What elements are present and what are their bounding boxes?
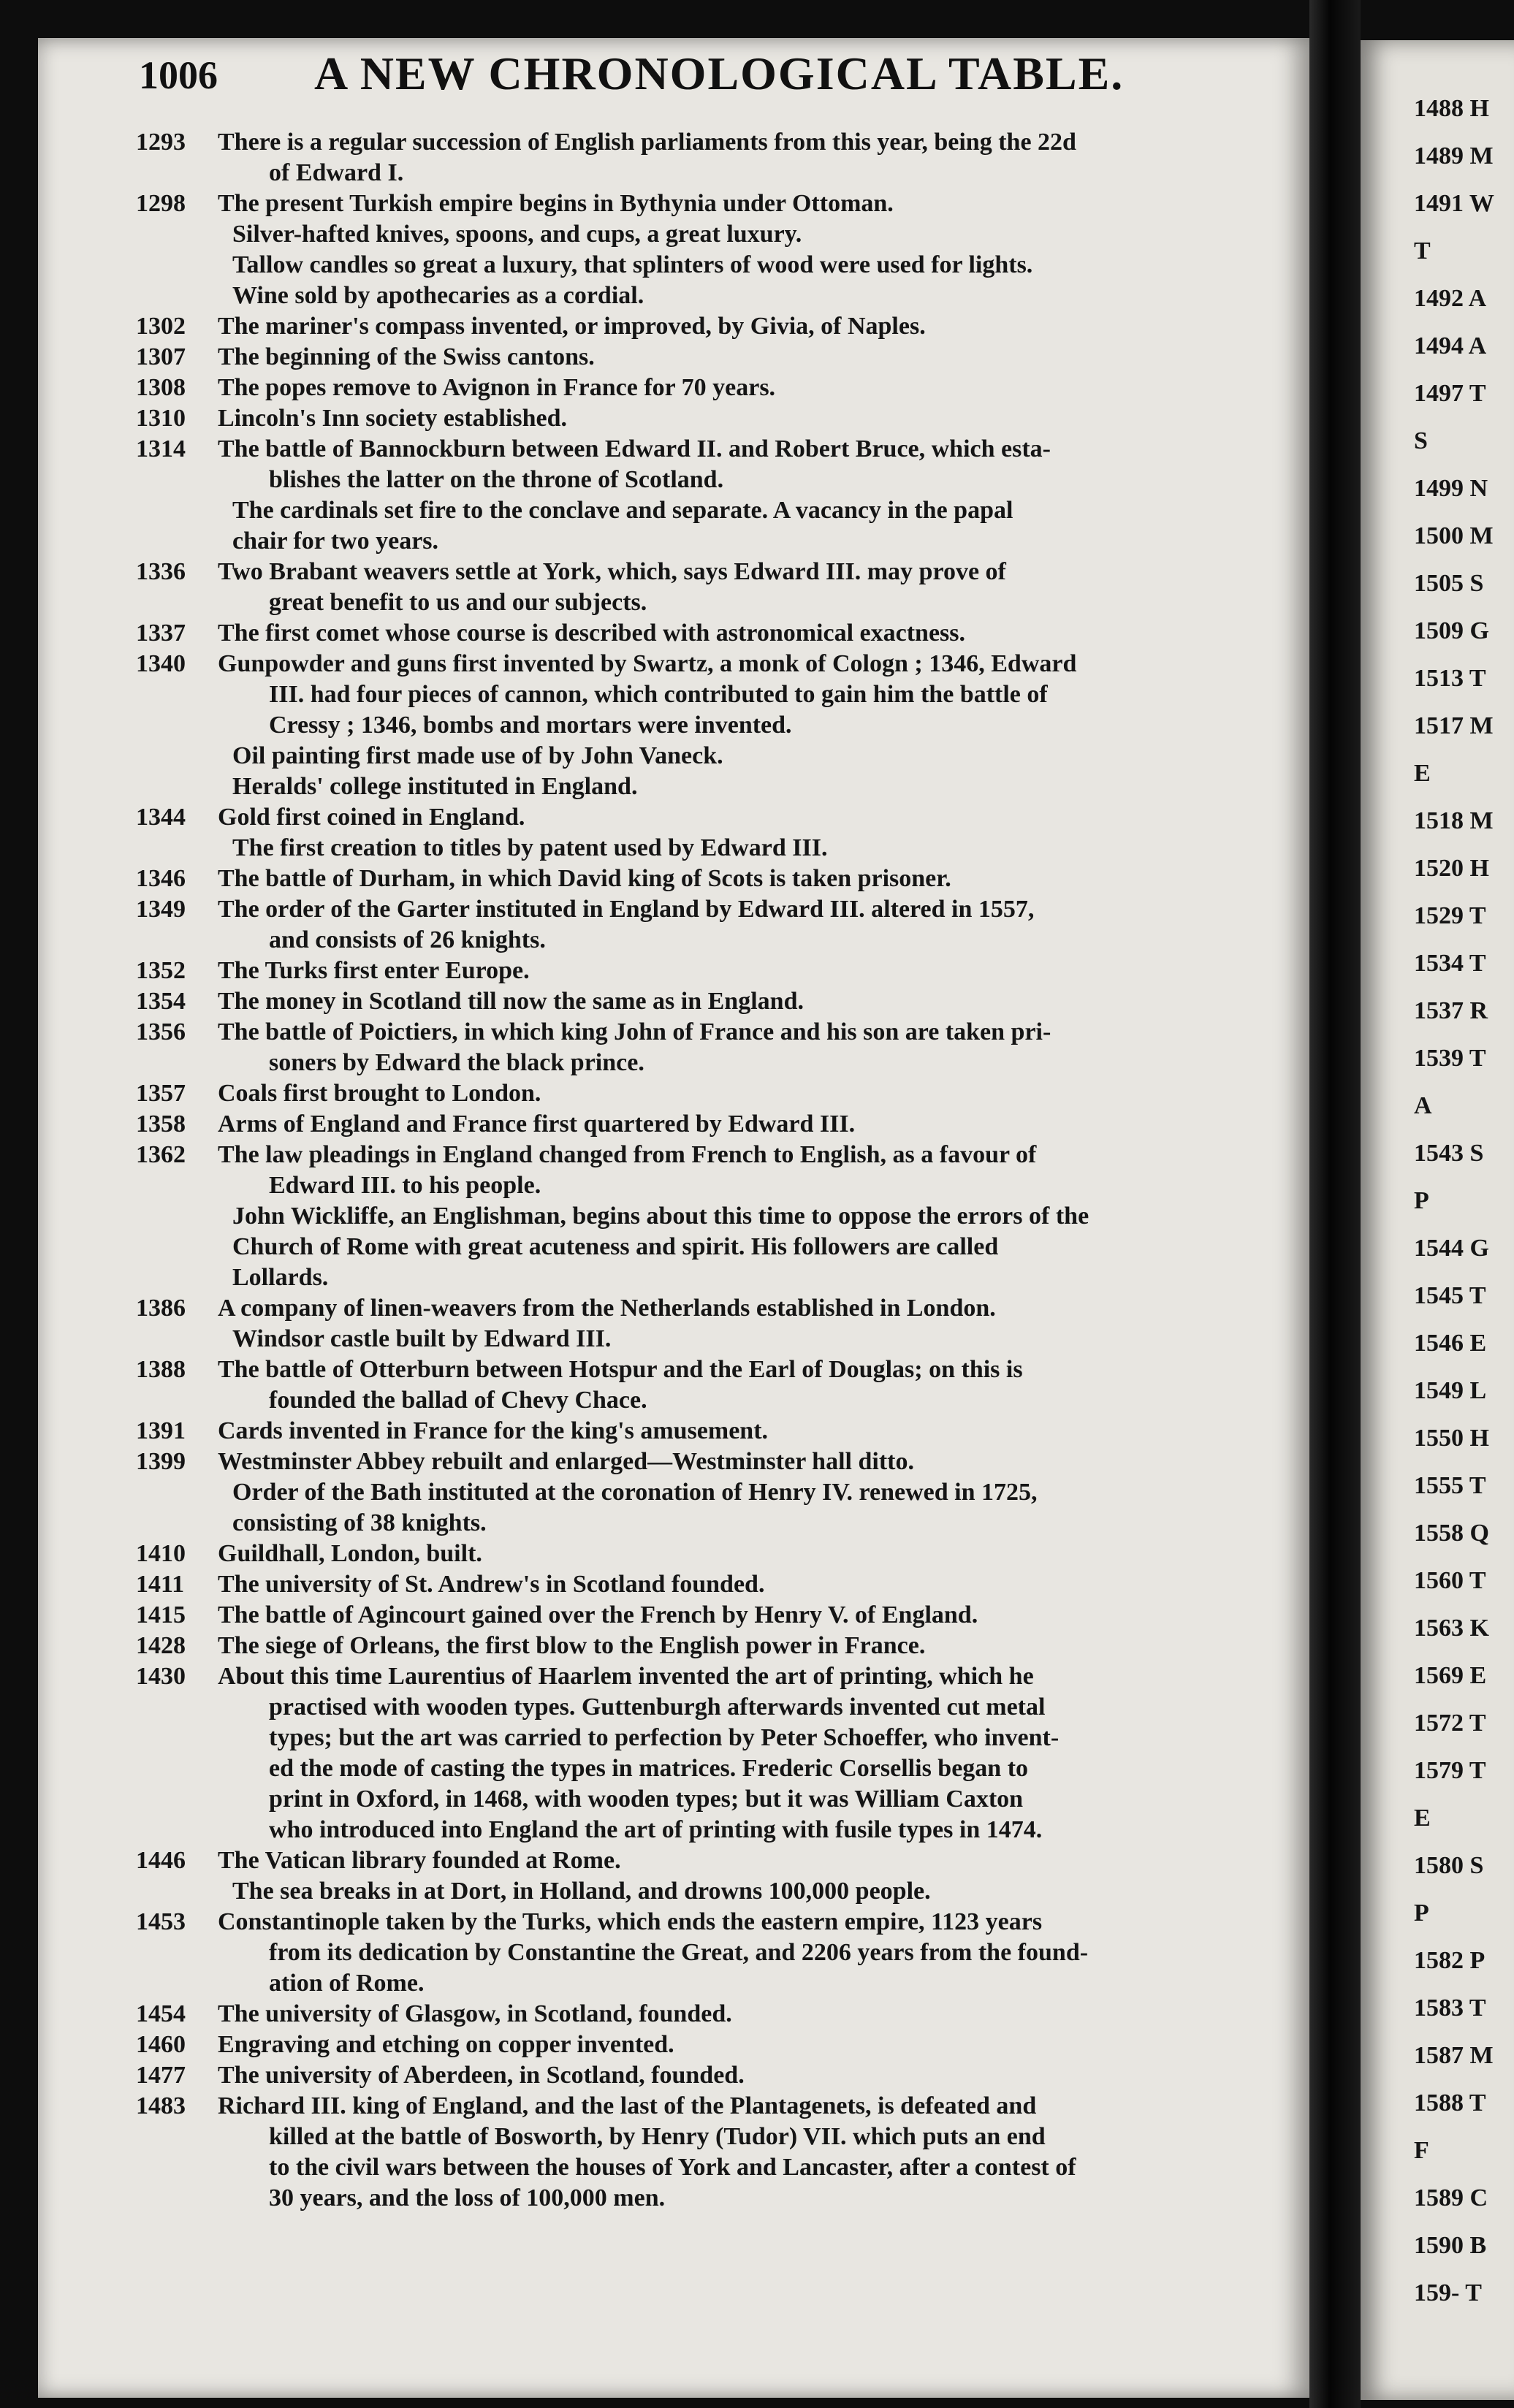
entry-subtext: The sea breaks in at Dort, in Holland, and drowns 100,000 people. <box>232 1878 931 1905</box>
entry-subtext: Lollards. <box>232 1264 329 1291</box>
entry-text: and consists of 26 knights. <box>269 926 546 953</box>
entry-text: Gunpowder and guns first invented by Swartz, a monk of Cologn ; 1346, Edward <box>218 650 1077 677</box>
right-page-line: 1587 M <box>1414 2042 1494 2069</box>
entry-year: 1344 <box>136 804 186 831</box>
entry-year: 1386 <box>136 1295 186 1322</box>
entry-text: The Vatican library founded at Rome. <box>218 1847 621 1874</box>
right-page-line: 1491 W <box>1414 190 1494 217</box>
entry-text: Guildhall, London, built. <box>218 1540 482 1567</box>
page-number: 1006 <box>139 53 218 97</box>
entry-text: The popes remove to Avignon in France for 70 years. <box>218 374 776 401</box>
chronology-entry <box>136 557 1268 618</box>
right-page-line: 1569 E <box>1414 1662 1487 1689</box>
entry-text: Engraving and etching on copper invented. <box>218 2031 674 2058</box>
right-page-line: 1489 M <box>1414 142 1494 169</box>
entry-year: 1357 <box>136 1080 186 1107</box>
chronology-entry <box>136 1109 1268 1140</box>
entry-year: 1293 <box>136 129 186 156</box>
entry-text: The present Turkish empire begins in Bythynia under Ottoman. <box>218 190 894 217</box>
entry-subtext: John Wickliffe, an Englishman, begins about this time to oppose the errors of the <box>232 1203 1089 1230</box>
chronology-entry <box>136 434 1268 557</box>
entry-text: Cards invented in France for the king's amusement. <box>218 1417 769 1444</box>
right-page-line: 1583 T <box>1414 1994 1486 2022</box>
entry-text: of Edward I. <box>269 159 404 186</box>
entry-text: The battle of Bannockburn between Edward II. and Robert Bruce, which esta- <box>218 435 1051 462</box>
entry-year: 1298 <box>136 190 186 217</box>
chronology-entry <box>136 1293 1268 1354</box>
chronology-entry <box>136 403 1268 434</box>
right-page-line: 1563 K <box>1414 1615 1489 1642</box>
entry-text: Edward III. to his people. <box>269 1172 541 1199</box>
entry-year: 1358 <box>136 1110 186 1138</box>
right-page-line: 1492 A <box>1414 285 1487 312</box>
entry-text: The university of Glasgow, in Scotland, founded. <box>218 2000 732 2027</box>
entry-subtext: chair for two years. <box>232 527 439 555</box>
right-page-line: 1572 T <box>1414 1710 1486 1737</box>
chronology-entry <box>136 2060 1268 2091</box>
entry-text: Two Brabant weavers settle at York, which, says Edward III. may prove of <box>218 558 1006 585</box>
entry-text: Lincoln's Inn society established. <box>218 405 567 432</box>
entry-text: The battle of Otterburn between Hotspur and the Earl of Douglas; on this is <box>218 1356 1023 1383</box>
entry-year: 1337 <box>136 620 186 647</box>
chronology-entry <box>136 618 1268 649</box>
entry-text: A company of linen-weavers from the Netherlands established in London. <box>218 1295 996 1322</box>
running-title: A NEW CHRONOLOGICAL TABLE. <box>314 47 1125 99</box>
chronology-entry <box>136 311 1268 342</box>
chronology-entry <box>136 127 1268 188</box>
entry-text: The beginning of the Swiss cantons. <box>218 343 595 370</box>
entry-text: Coals first brought to London. <box>218 1080 541 1107</box>
right-page-line: 1590 B <box>1414 2232 1487 2259</box>
entry-text: Gold first coined in England. <box>218 804 525 831</box>
entry-year: 1391 <box>136 1417 186 1444</box>
entry-year: 1430 <box>136 1663 186 1690</box>
entry-text: practised with wooden types. Guttenburgh afterwards invented cut metal <box>269 1693 1046 1721</box>
entry-text: 30 years, and the loss of 100,000 men. <box>269 2184 666 2211</box>
right-page-line: 1517 M <box>1414 712 1494 739</box>
entry-year: 1388 <box>136 1356 186 1383</box>
entry-text: The university of Aberdeen, in Scotland, founded. <box>218 2062 745 2089</box>
right-page-line: 1555 T <box>1414 1472 1486 1499</box>
right-page-line: T <box>1414 237 1431 264</box>
entry-year: 1446 <box>136 1847 186 1874</box>
entry-text: Arms of England and France first quartered by Edward III. <box>218 1110 856 1138</box>
right-page-line: 1505 S <box>1414 570 1484 597</box>
chronology-entry <box>136 986 1268 1017</box>
chronology-entry <box>136 188 1268 311</box>
entry-year: 1415 <box>136 1601 186 1628</box>
right-page-line: 1544 G <box>1414 1235 1489 1262</box>
chronology-entry <box>136 2091 1268 2214</box>
entry-year: 1428 <box>136 1632 186 1659</box>
entry-text: The law pleadings in England changed from French to English, as a favour of <box>218 1141 1037 1168</box>
right-page-line: F <box>1414 2137 1429 2164</box>
right-page-line: 1539 T <box>1414 1045 1486 1072</box>
entry-text: founded the ballad of Chevy Chace. <box>269 1387 647 1414</box>
chronology-entry <box>136 1017 1268 1078</box>
right-page-line: 1497 T <box>1414 380 1486 407</box>
entry-text: ed the mode of casting the types in matrices. Frederic Corsellis began to <box>269 1755 1029 1782</box>
chronology-entry <box>136 1631 1268 1661</box>
entry-subtext: Order of the Bath instituted at the coronation of Henry IV. renewed in 1725, <box>232 1479 1038 1506</box>
entry-subtext: Silver-hafted knives, spoons, and cups, a great luxury. <box>232 221 802 248</box>
entry-year: 1340 <box>136 650 186 677</box>
entry-year: 1352 <box>136 957 186 984</box>
right-page-line: P <box>1414 1187 1429 1214</box>
right-page-line: 1546 E <box>1414 1330 1487 1357</box>
entry-text: The battle of Agincourt gained over the French by Henry V. of England. <box>218 1601 978 1628</box>
page-header <box>139 47 1279 105</box>
chronology-entry <box>136 1447 1268 1539</box>
entry-subtext: consisting of 38 knights. <box>232 1509 487 1536</box>
right-page-line: A <box>1414 1092 1432 1119</box>
chronology-entry <box>136 1140 1268 1293</box>
chronology-entry <box>136 1845 1268 1907</box>
entry-year: 1410 <box>136 1540 186 1567</box>
entry-year: 1354 <box>136 988 186 1015</box>
entry-year: 1362 <box>136 1141 186 1168</box>
entry-text: The order of the Garter instituted in England by Edward III. altered in 1557, <box>218 896 1035 923</box>
entry-subtext: Tallow candles so great a luxury, that splinters of wood were used for lights. <box>232 251 1033 278</box>
entry-year: 1308 <box>136 374 186 401</box>
right-page-line: E <box>1414 760 1431 787</box>
right-page-line: 1550 H <box>1414 1425 1489 1452</box>
right-page-line: 1494 A <box>1414 332 1487 359</box>
chronology-entry <box>136 1600 1268 1631</box>
entry-subtext: Oil painting first made use of by John Vaneck. <box>232 742 723 769</box>
chronology-entry <box>136 894 1268 956</box>
entry-text: About this time Laurentius of Haarlem invented the art of printing, which he <box>218 1663 1034 1690</box>
chronology-entry <box>136 373 1268 403</box>
chronology-entry <box>136 1078 1268 1109</box>
chronology-entry <box>136 956 1268 986</box>
right-page-line: 1580 S <box>1414 1852 1484 1879</box>
book-gutter <box>1309 0 1361 2408</box>
right-page-line: 159- T <box>1414 2279 1482 2306</box>
entry-text: The battle of Durham, in which David king of Scots is taken prisoner. <box>218 865 951 892</box>
chronology-entry <box>136 864 1268 894</box>
entry-text: who introduced into England the art of printing with fusile types in 1474. <box>269 1816 1043 1843</box>
entry-subtext: Heralds' college instituted in England. <box>232 773 638 800</box>
chronology-entry <box>136 802 1268 864</box>
entry-text: Westminster Abbey rebuilt and enlarged—Westminster hall ditto. <box>218 1448 914 1475</box>
right-page-line: 1534 T <box>1414 950 1486 977</box>
chronology-entry <box>136 2030 1268 2060</box>
right-page-line: 1499 N <box>1414 475 1488 502</box>
chronology-entry <box>136 1907 1268 1999</box>
right-page-line: 1549 L <box>1414 1377 1487 1404</box>
chronology-entry <box>136 1354 1268 1416</box>
entry-year: 1349 <box>136 896 186 923</box>
right-page-line: S <box>1414 427 1428 454</box>
entry-year: 1477 <box>136 2062 186 2089</box>
entry-text: Richard III. king of England, and the last of the Plantagenets, is defeated and <box>218 2092 1037 2119</box>
chronology-entry <box>136 1416 1268 1447</box>
right-page-line: 1545 T <box>1414 1282 1486 1309</box>
entry-text: from its dedication by Constantine the Great, and 2206 years from the found- <box>269 1939 1089 1966</box>
right-page-line: 1537 R <box>1414 997 1488 1024</box>
entry-year: 1453 <box>136 1908 186 1935</box>
entry-text: The mariner's compass invented, or improved, by Givia, of Naples. <box>218 313 926 340</box>
entry-text: to the civil wars between the houses of York and Lancaster, after a contest of <box>269 2154 1076 2181</box>
entry-year: 1483 <box>136 2092 186 2119</box>
right-page-line: 1529 T <box>1414 902 1486 929</box>
entry-text: ation of Rome. <box>269 1970 425 1997</box>
chronology-entry <box>136 342 1268 373</box>
entry-text: blishes the latter on the throne of Scotland. <box>269 466 724 493</box>
entry-text: The siege of Orleans, the first blow to the English power in France. <box>218 1632 926 1659</box>
right-page-line: 1543 S <box>1414 1140 1484 1167</box>
entry-year: 1310 <box>136 405 186 432</box>
right-page-line: E <box>1414 1805 1431 1832</box>
right-page-line: 1582 P <box>1414 1947 1486 1974</box>
entry-text: types; but the art was carried to perfection by Peter Schoeffer, who invent- <box>269 1724 1060 1751</box>
entry-text: great benefit to us and our subjects. <box>269 589 647 616</box>
entry-subtext: The cardinals set fire to the conclave and separate. A vacancy in the papal <box>232 497 1013 524</box>
right-page-line: P <box>1414 1900 1429 1927</box>
chronology-entry <box>136 1539 1268 1569</box>
right-page-line: 1500 M <box>1414 522 1494 549</box>
entry-year: 1411 <box>136 1571 185 1598</box>
entry-text: The money in Scotland till now the same as in England. <box>218 988 804 1015</box>
entry-subtext: Windsor castle built by Edward III. <box>232 1325 612 1352</box>
right-page-line: 1579 T <box>1414 1757 1486 1784</box>
entry-text: Constantinople taken by the Turks, which ends the eastern empire, 1123 years <box>218 1908 1043 1935</box>
entry-text: The university of St. Andrew's in Scotland founded. <box>218 1571 765 1598</box>
entry-text: soners by Edward the black prince. <box>269 1049 644 1076</box>
right-page-line: 1560 T <box>1414 1567 1486 1594</box>
right-page-line: 1520 H <box>1414 855 1489 882</box>
entry-year: 1454 <box>136 2000 186 2027</box>
right-page-line: 1488 H <box>1414 95 1489 122</box>
entry-text: The first comet whose course is described with astronomical exactness. <box>218 620 966 647</box>
chronology-entry <box>136 649 1268 802</box>
right-page-line: 1558 Q <box>1414 1520 1489 1547</box>
entry-year: 1314 <box>136 435 186 462</box>
right-page-line: 1589 C <box>1414 2184 1488 2211</box>
chronology-entry <box>136 1661 1268 1845</box>
entry-text: The battle of Poictiers, in which king John of France and his son are taken pri- <box>218 1018 1051 1045</box>
entry-year: 1302 <box>136 313 186 340</box>
entry-text: III. had four pieces of cannon, which contributed to gain him the battle of <box>269 681 1048 708</box>
entry-text: Cressy ; 1346, bombs and mortars were invented. <box>269 712 792 739</box>
entry-year: 1346 <box>136 865 186 892</box>
right-page-line: 1588 T <box>1414 2089 1486 2116</box>
entry-text: killed at the battle of Bosworth, by Henry (Tudor) VII. which puts an end <box>269 2123 1046 2150</box>
chronology-entry <box>136 1569 1268 1600</box>
entry-subtext: Wine sold by apothecaries as a cordial. <box>232 282 644 309</box>
entry-year: 1307 <box>136 343 186 370</box>
entry-year: 1399 <box>136 1448 186 1475</box>
entry-year: 1356 <box>136 1018 186 1045</box>
right-page-line: 1509 G <box>1414 617 1489 644</box>
entry-subtext: The first creation to titles by patent used by Edward III. <box>232 834 828 861</box>
entry-text: There is a regular succession of English parliaments from this year, being the 22d <box>218 129 1076 156</box>
entry-year: 1460 <box>136 2031 186 2058</box>
right-page-line: 1518 M <box>1414 807 1494 834</box>
entry-subtext: Church of Rome with great acuteness and spirit. His followers are called <box>232 1233 999 1260</box>
entry-text: print in Oxford, in 1468, with wooden types; but it was William Caxton <box>269 1786 1024 1813</box>
chronology-entries <box>136 127 1268 2214</box>
right-page-line: 1513 T <box>1414 665 1486 692</box>
entry-year: 1336 <box>136 558 186 585</box>
chronology-entry <box>136 1999 1268 2030</box>
entry-text: The Turks first enter Europe. <box>218 957 530 984</box>
